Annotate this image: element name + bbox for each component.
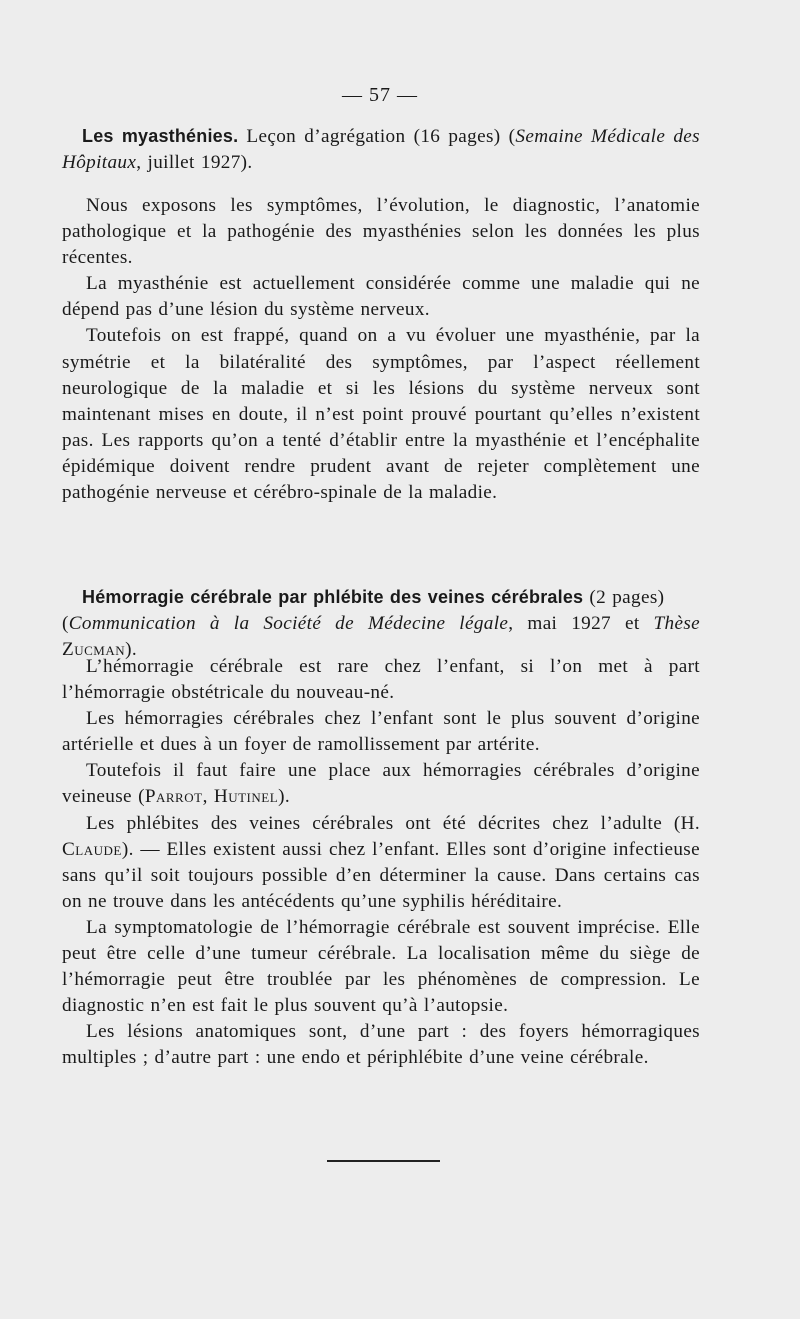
paragraph: Toutefois on est frappé, quand on a vu évoluer une myasthénie, par la symétrie et la bilatéralité des symptômes, par l’aspect réellement neurologique de la maladie et si les lésions du système nerveux sont maintenant mises en doute, il n’est point prouvé pourtant qu’elles n’existent pas. Les rapports qu’on a tenté d’établir entre la myasthénie et l’encéphalite épidémique doivent rendre prudent avant de rejeter complètement une pathogénie nerveuse et cérébro-spinale de la maladie. [62, 325, 700, 504]
paragraph-text: Toutefois il faut faire une place aux hémorragies cérébrales d’origine veineuse ( [62, 760, 700, 808]
section1-title: Les myasthénies. [82, 126, 239, 146]
paragraph: La symptomatologie de l’hémorragie cérébrale est souvent imprécise. Elle peut être celle d’une tumeur cérébrale. La localisation même du siège de l’hémorragie peut être troublée par les phénomènes de compression. Le diagnostic n’en est fait le plus souvent qu’à l’autopsie. [62, 916, 700, 1017]
paragraph: L’hémorragie cérébrale est rare chez l’enfant, si l’on met à part l’hémorragie obstétricale du nouveau-né. [62, 656, 700, 704]
paragraph: La myasthénie est actuellement considérée comme une maladie qui ne dépend pas d’une lésion du système nerveux. [62, 273, 700, 321]
paragraph-text: ). — Elles existent aussi chez l’enfant. Elles sont d’origine infectieuse sans qu’il soit toujours possible d’en déterminer la cause. Dans certains cas on ne trouve dans les antécédents qu’une syphilis héréditaire. [62, 838, 700, 912]
author-name: Claude [62, 838, 122, 860]
section1-meta-post: , juillet 1927). [136, 152, 253, 174]
section2-meta-open: ( [62, 613, 69, 635]
section2-title: Hémorragie cérébrale par phlébite des veines cérébrales [82, 587, 584, 607]
author-name: Hutinel [213, 786, 279, 808]
paragraph [62, 811, 700, 915]
section2-meta-author: Zucman [62, 639, 126, 661]
section2-meta-mid: , mai 1927 et [508, 613, 654, 635]
section1-meta-source: Semaine Médicale des Hôpitaux [62, 126, 700, 174]
author-name: Parrot [144, 786, 203, 808]
section2-heading [62, 584, 700, 663]
end-rule [327, 1160, 440, 1162]
section2-meta-source: Communication à la Société de Médecine légale [68, 613, 509, 635]
paragraph: Les lésions anatomiques sont, d’une part : des foyers hémorragiques multiples ; d’autre part : une endo et périphlébite d’une veine cérébrale. [62, 1021, 700, 1069]
paragraph-text: Les phlébites des veines cérébrales ont été décrites chez l’adulte (H. [86, 812, 700, 834]
section1-body [62, 193, 700, 506]
section2-meta-pages: (2 pages) [583, 587, 665, 608]
paragraph: Nous exposons les symptômes, l’évolution, le diagnostic, l’anatomie pathologique et la pathogénie des myasthénies selon les données les plus récentes. [62, 195, 700, 269]
section1-heading [62, 123, 700, 176]
section2-body [62, 654, 700, 1072]
paragraph-text: , [202, 786, 214, 808]
page-number: — 57 — [342, 84, 418, 106]
section1-meta-pre: Leçon d’agrégation (16 pages) ( [238, 126, 516, 147]
paragraph [62, 758, 700, 810]
section2-meta-these: Thèse [653, 613, 700, 635]
paragraph: Les hémorragies cérébrales chez l’enfant sont le plus souvent d’origine artérielle et dues à un foyer de ramollissement par artérite. [62, 708, 700, 756]
section2-meta-close: ). [125, 639, 138, 661]
paragraph-text: ). [278, 786, 291, 808]
